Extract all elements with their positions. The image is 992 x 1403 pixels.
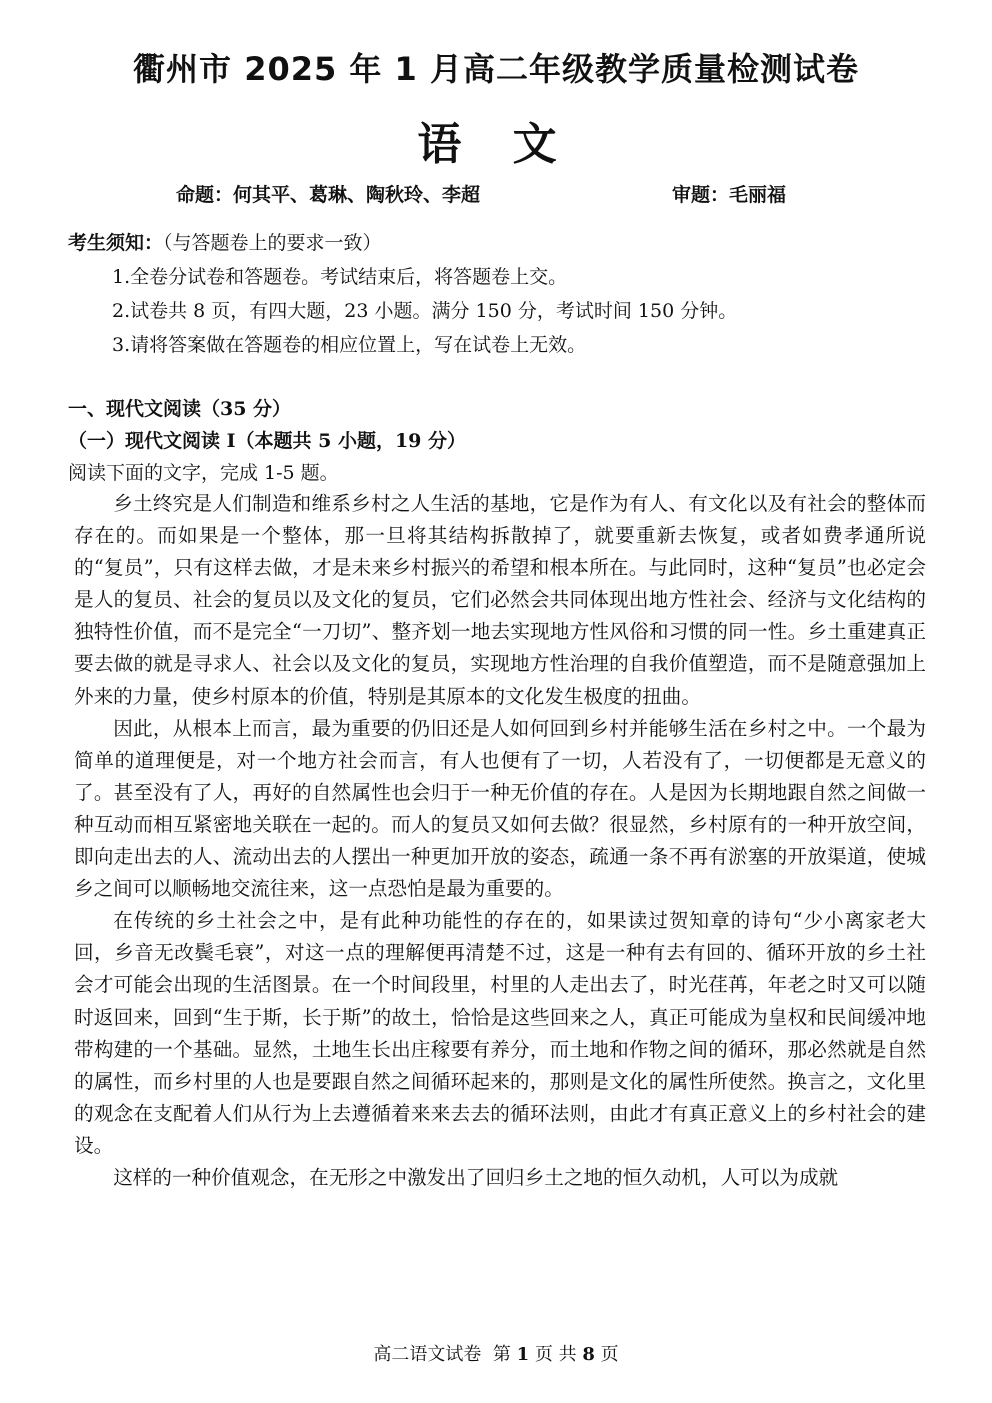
notice-item-3: 3.请将答案做在答题卷的相应位置上，写在试卷上无效。: [112, 334, 587, 356]
page-footer: [0, 1340, 992, 1366]
notice-item-1: 1.全卷分试卷和答题卷。考试结束后，将答题卷上交。: [112, 266, 568, 288]
passage-paragraph: 在传统的乡土社会之中，是有此种功能性的存在的，如果读过贺知章的诗句“少小离家老大回，乡音无改鬓毛衰”，对这一点的理解便再清楚不过，这是一种有去有回的、循环开放的乡土社会才可能会出现的生活图景。在一个时间段里，村里的人走出去了，时光荏苒，年老之时又可以随时返回来，回到“生于斯，长于斯”的故土，恰恰是这些回来之人，真正可能成为皇权和民间缓冲地带构建的一个基础。显然，土地生长出庄稼要有养分，而土地和作物之间的循环，那必然就是自然的属性，而乡村里的人也是要跟自然之间循环起来的，那则是文化的属性所使然。换言之，文化里的观念在支配着人们从行为上去遵循着来来去去的循环法则，由此才有真正意义上的乡村社会的建设。: [74, 909, 926, 1157]
sub-title-text: （一）现代文阅读 I（本题共 5 小题，19 分）: [68, 430, 467, 452]
passage-paragraph: 乡土终究是人们制造和维系乡村之人生活的基地，它是作为有人、有文化以及有社会的整体而存在的。而如果是一个整体，那一旦将其结构拆散掉了，就要重新去恢复，或者如费孝通所说的“复员”，只有这样去做，才是未来乡村振兴的希望和根本所在。与此同时，这种“复员”也必定会是人的复员、社会的复员以及文化的复员，它们必然会共同体现出地方性社会、经济与文化结构的独特性价值，而不是完全“一刀切”、整齐划一地去实现地方性风俗和习惯的同一性。乡土重建真正要去做的就是寻求人、社会以及文化的复员，实现地方性治理的自我价值塑造，而不是随意强加上外来的力量，使乡村原本的价值，特别是其原本的文化发生极度的扭曲。: [74, 492, 926, 708]
notice-item-2: 2.试卷共 8 页，有四大题，23 小题。满分 150 分，考试时间 150 分钟。: [112, 300, 738, 322]
reading-passage: [74, 488, 926, 1194]
footer-total-pages: 8: [582, 1344, 595, 1365]
notice-heading-note: （与答题卷上的要求一致）: [163, 232, 382, 254]
subject-title: 语 文: [417, 119, 575, 170]
exam-title: 衢州市 2025 年 1 月高二年级教学质量检测试卷: [133, 50, 859, 88]
authors-line: 命题：何其平、葛琳、陶秋玲、李超: [176, 184, 481, 206]
part-title-text: 一、现代文阅读（35 分）: [68, 398, 292, 420]
notice-heading-label: 考生须知：: [68, 232, 164, 254]
passage-paragraph: 因此，从根本上而言，最为重要的仍旧还是人如何回到乡村并能够生活在乡村之中。一个最为简单的道理便是，对一个地方社会而言，有人也便有了一切，人若没有了，一切便都是无意义的了。甚至没有了人，再好的自然属性也会归于一种无价值的存在。人是因为长期地跟自然之间做一种互动而相互紧密地关联在一起的。而人的复员又如何去做？很显然，乡村原有的一种开放空间，即向走出去的人、流动出去的人摆出一种更加开放的姿态，疏通一条不再有淤塞的开放渠道，使城乡之间可以顺畅地交流往来，这一点恐怕是最为重要的。: [74, 716, 926, 901]
passage-paragraph: 这样的一种价值观念，在无形之中激发出了回归乡土之地的恒久动机，人可以为成就: [113, 1165, 839, 1189]
footer-label: 高二语文试卷: [373, 1344, 482, 1365]
footer-page-number: 1: [516, 1344, 530, 1365]
notice-heading: [68, 228, 382, 255]
reading-instruction: 阅读下面的文字，完成 1-5 题。: [68, 462, 339, 484]
sub-title: [68, 426, 466, 453]
reviewer-line: 审题：毛丽福: [672, 184, 787, 206]
footer-page-mid: 页 共: [534, 1344, 577, 1365]
footer-page-prefix: 第: [492, 1344, 511, 1365]
part-title: [68, 394, 291, 421]
footer-page-suffix: 页: [600, 1344, 619, 1365]
